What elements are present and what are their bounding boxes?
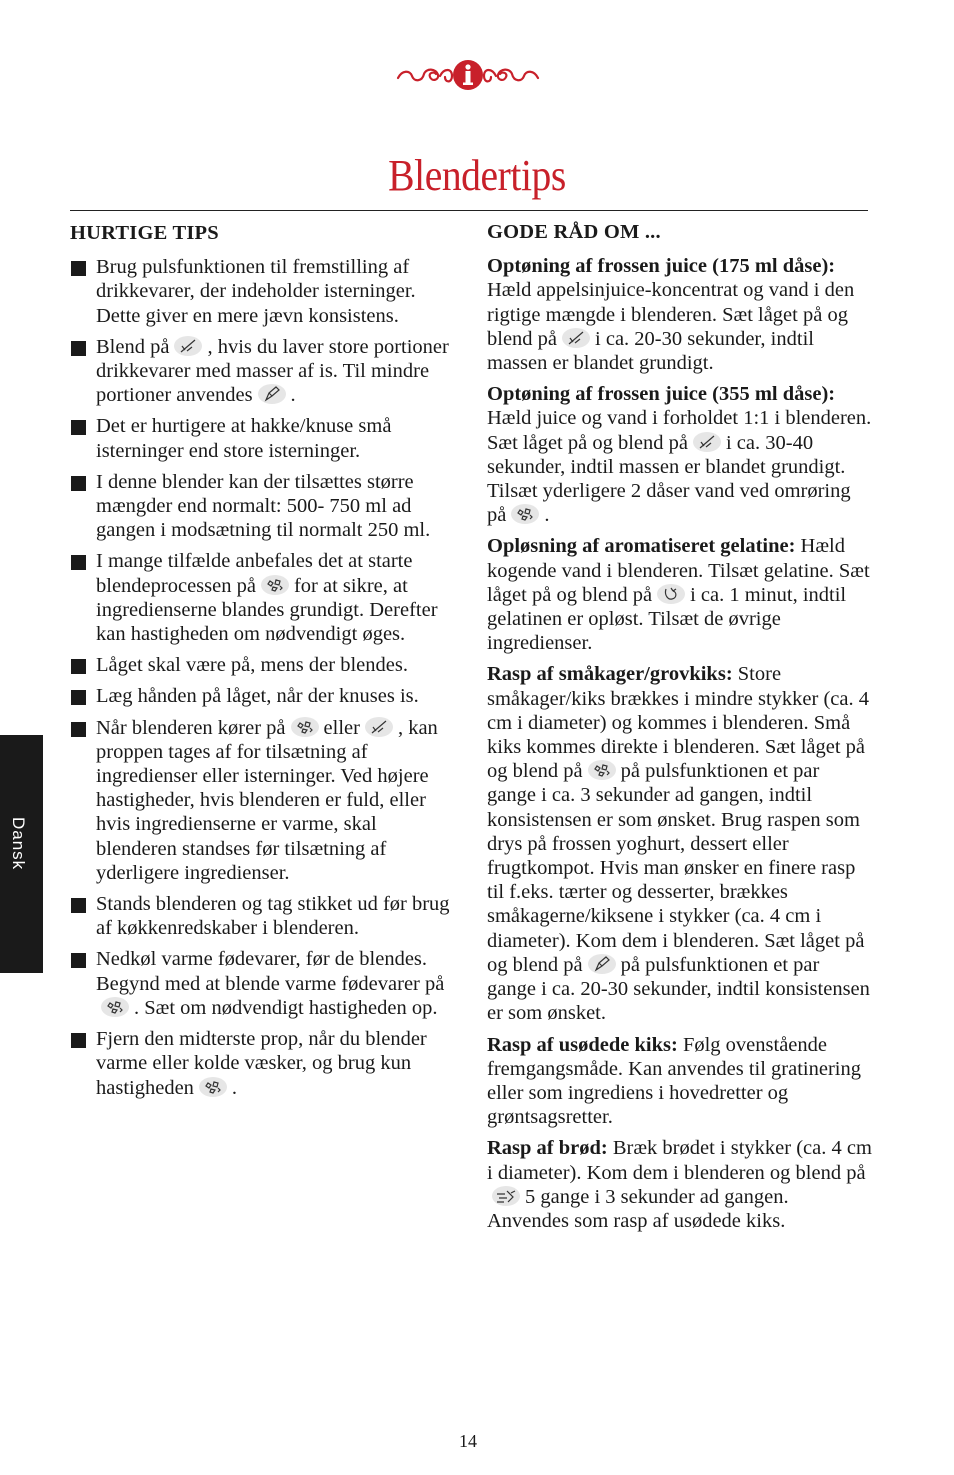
title-divider — [70, 210, 868, 211]
ice-crush-speed-icon — [260, 574, 290, 596]
pencil-speed-icon — [257, 383, 287, 405]
list-item: Blend på , hvis du laver store portioner drikkevarer med masser af is. Til mindre portioner anvendes . — [70, 335, 452, 408]
ice-crush-speed-icon — [100, 996, 130, 1018]
list-item: I mange tilfælde anbefales det at starte blendeprocessen på for at sikre, at ingredienserne blandes grundigt. Derefter kan hastigheden om nødvendigt øges. — [70, 549, 452, 646]
quick-tips-column — [70, 218, 452, 1107]
list-item: Nedkøl varme fødevarer, før de blendes. Begynd med at blende varme fødevarer på . Sæt om nødvendigt hastigheden op. — [70, 947, 452, 1020]
page-title: Blendertips — [388, 151, 566, 200]
list-item: Når blenderen kører på eller , kan proppen tages af for tilsætning af ingredienser eller isterninger. Ved højere hastigheder, hvis blenderen er fuld, eller hvis ingredienserne er varme, skal blenderen standses før tilsætning af yderligere ingredienser. — [70, 716, 452, 885]
advice-heading: GODE RÅD OM ... — [487, 221, 661, 243]
square-bullet-icon — [71, 953, 86, 968]
ice-crush-speed-icon — [510, 503, 540, 525]
list-item: Læg hånden på låget, når der knuses is. — [70, 684, 452, 708]
puree-speed-icon — [491, 1185, 521, 1207]
stir-speed-icon — [656, 583, 686, 605]
quick-tips-list — [70, 255, 452, 1100]
language-label: Dansk — [9, 817, 28, 871]
whisk-speed-icon — [173, 335, 203, 357]
pencil-speed-icon — [587, 953, 617, 975]
list-item: I denne blender kan der tilsættes større mængder end normalt: 500- 750 ml ad gangen i modsætning til normalt 250 ml. — [70, 470, 452, 543]
ice-crush-speed-icon — [198, 1076, 228, 1098]
quick-tips-heading: HURTIGE TIPS — [70, 222, 219, 244]
advice-paragraph: Optøning af frossen juice (355 ml dåse): Hæld juice og vand i forholdet 1:1 i blenderen. Sæt låget på og blend på i ca. 30-40 sekunder, indtil massen er blandet grundigt. Tilsæt yderligere 2 dåser vand ved omrøring på . — [487, 383, 872, 527]
square-bullet-icon — [71, 555, 86, 570]
list-item: Fjern den midterste prop, når du blender varme eller kolde væsker, og brug kun hastigheden . — [70, 1027, 452, 1100]
square-bullet-icon — [71, 898, 86, 913]
whisk-speed-icon — [364, 716, 394, 738]
whisk-speed-icon — [561, 327, 591, 349]
advice-paragraph: Opløsning af aromatiseret gelatine: Hæld kogende vand i blenderen. Tilsæt gelatine. Sæt låget på og blend på i ca. 1 minut, indtil gelatinen er opløst. Tilsæt de øvrige ingredienser. — [487, 535, 870, 655]
advice-paragraph: Rasp af småkager/grovkiks: Store småkager/kiks brækkes i mindre stykker (ca. 4 cm i diameter) og kommes i blenderen. Små kiks kommes direkte i blenderen. Sæt låget på og blend på på pulsfunktionen et par gange i ca. 3 sekunder ad gangen, indtil konsistensen er som ønsket. Brug raspen som drys på frossen yoghurt, dessert eller frugtkompot. Hvis man ønsker en finere rasp til f.eks. tærter og desserter, brækkes småkagerne/kiksene i stykker (ca. 4 cm i diameter). Kom dem i blenderen. Sæt låget på og blend på på pulsfunktionen et par gange i ca. 20-30 sekunder, indtil konsistensen er som ønsket. — [487, 663, 870, 1025]
list-item: Låget skal være på, mens der blendes. — [70, 653, 452, 677]
advice-paragraph: Rasp af brød: Bræk brødet i stykker (ca. 4 cm i diameter). Kom dem i blenderen og blend på 5 gange i 3 sekunder ad gangen. Anvendes som rasp af usødede kiks. — [487, 1137, 872, 1232]
ice-crush-speed-icon — [587, 759, 617, 781]
list-item: Stands blenderen og tag stikket ud før brug af køkkenredskaber i blenderen. — [70, 892, 452, 940]
square-bullet-icon — [71, 690, 86, 705]
advice-paragraph: Rasp af usødede kiks: Følg ovenstående fremgangsmåde. Kan anvendes til gratinering eller som ingrediens i hovedretter og grøntsagsretter. — [487, 1033, 861, 1129]
square-bullet-icon — [71, 341, 86, 356]
list-item: Det er hurtigere at hakke/knuse små isterninger end store isterninger. — [70, 414, 452, 462]
page-number: 14 — [459, 1431, 477, 1451]
ice-crush-speed-icon — [290, 716, 320, 738]
square-bullet-icon — [71, 261, 86, 276]
square-bullet-icon — [71, 659, 86, 674]
list-item: Brug pulsfunktionen til fremstilling af drikkevarer, der indeholder isterninger. Dette giver en mere jævn konsistens. — [70, 255, 452, 328]
language-side-tab — [0, 735, 43, 973]
info-ornament-icon — [396, 58, 540, 92]
advice-paragraph: Optøning af frossen juice (175 ml dåse): Hæld appelsinjuice-koncentrat og vand i den rigtige mængde i blenderen. Sæt låget på og blend på i ca. 20-30 sekunder, indtil massen er blandet grundigt. — [487, 255, 855, 375]
square-bullet-icon — [71, 722, 86, 737]
advice-column — [487, 218, 873, 1240]
square-bullet-icon — [71, 420, 86, 435]
square-bullet-icon — [71, 1033, 86, 1048]
square-bullet-icon — [71, 476, 86, 491]
whisk-speed-icon — [692, 431, 722, 453]
